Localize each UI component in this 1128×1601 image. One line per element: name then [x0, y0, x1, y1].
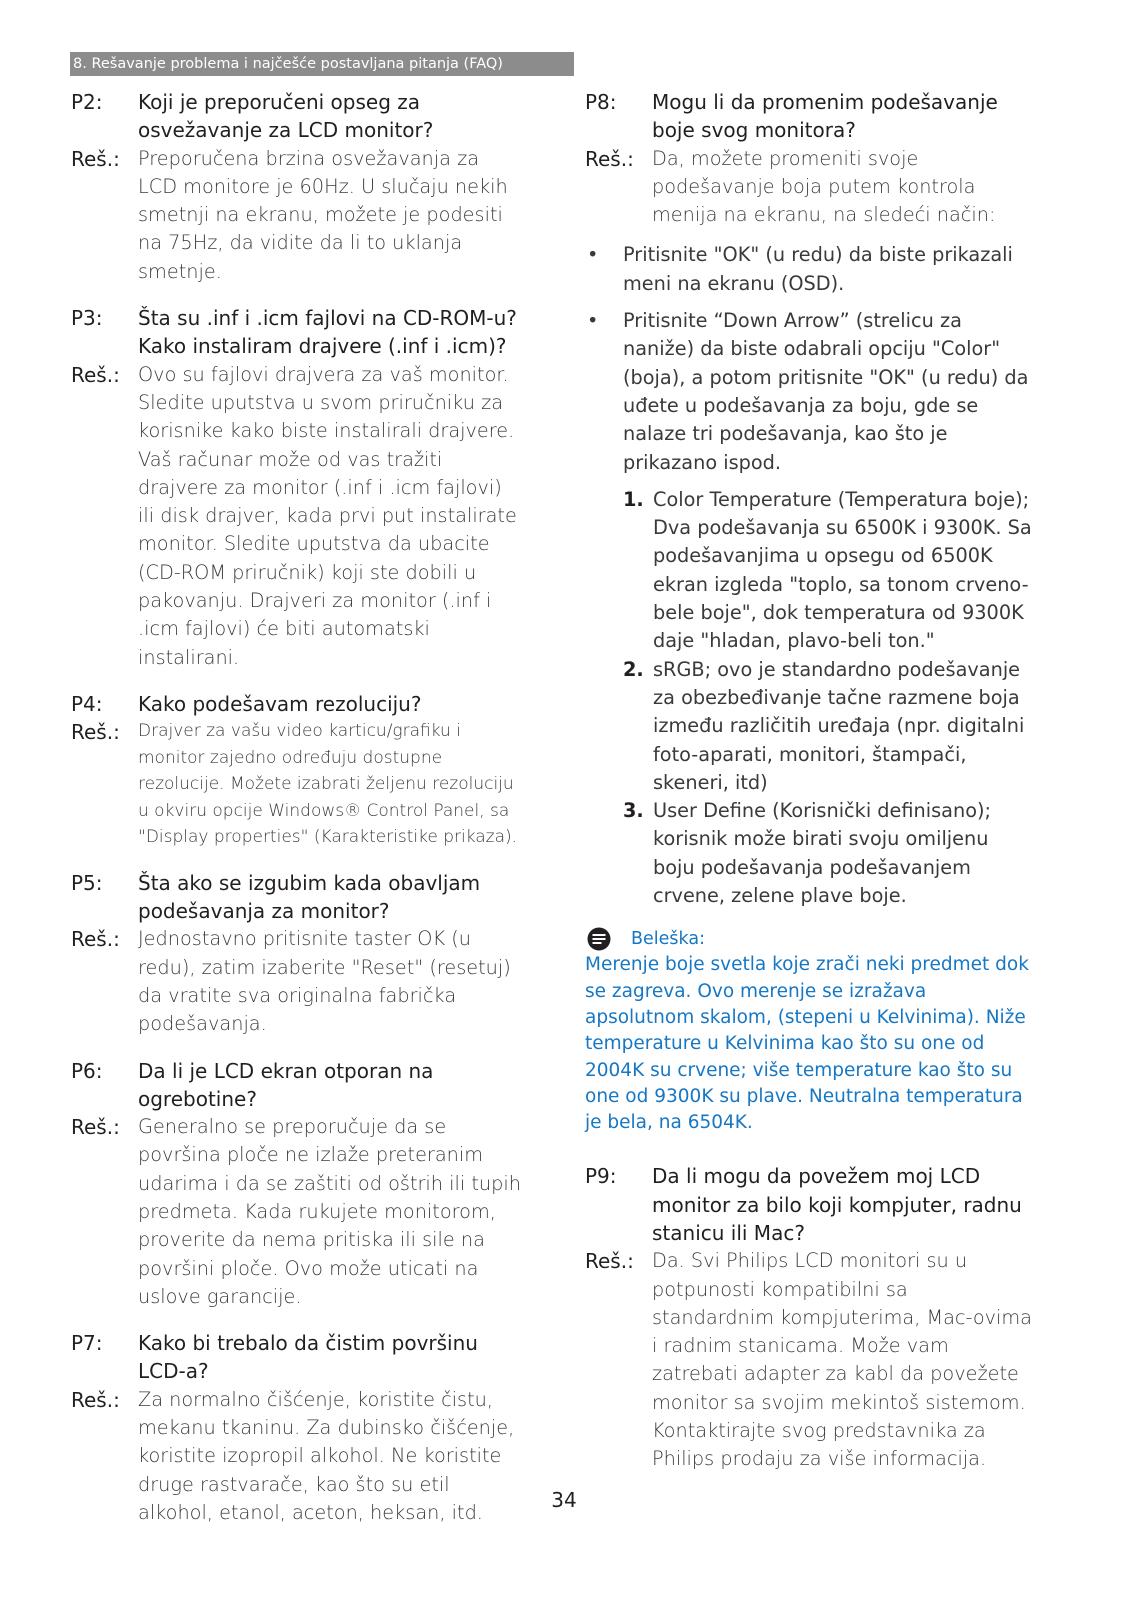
- question-label: P5:: [71, 870, 103, 895]
- question-label: P9:: [585, 1164, 617, 1189]
- item-number: 2.: [623, 657, 644, 681]
- answer-label: Reš.:: [71, 362, 120, 387]
- answer-text: Za normalno čišćenje, koristite čistu, mekanu tkaninu. Za dubinsko čišćenje, koristite izopropil alkohol. Ne koristite druge rastvarače, kao što su etil alkohol, etanol, aceton, heksan, itd.: [138, 1387, 515, 1524]
- answer-label: Reš.:: [585, 146, 634, 171]
- list-item: [623, 656, 1035, 797]
- faq-p9: [585, 1162, 1035, 1473]
- question-label: P2:: [71, 90, 103, 114]
- answer-label: Reš.:: [585, 1249, 634, 1274]
- question-text: Šta su .inf i .icm fajlovi na CD-ROM-u? Kako instaliram drajvere (.inf i .icm)?: [138, 306, 517, 359]
- note-icon: [587, 927, 611, 951]
- answer-text: Jednostavno pritisnite taster OK (u redu), zatim izaberite "Reset" (resetuj) da vratite sva originalna fabrička podešavanja.: [138, 927, 511, 1036]
- list-item: [585, 307, 1035, 477]
- faq-p4: [71, 690, 523, 851]
- item-number: 1.: [623, 487, 644, 511]
- question-text: Kako bi trebalo da čistim površinu LCD-a?: [138, 1331, 478, 1384]
- question-text: Da li mogu da povežem moj LCD monitor za bilo koji kompjuter, radnu stanicu ili Mac?: [652, 1164, 1022, 1245]
- right-column: [585, 88, 1035, 1474]
- question-label: P4:: [71, 691, 103, 716]
- answer-text: Generalno se preporučuje da se površina ploče ne izlaže preteranim udarima i da se zaštiti od oštrih ili tupih predmeta. Kada rukujete monitorom, proverite da nema pritiska ili sile na površini ploče. Ovo može uticati na uslove garancije.: [138, 1115, 521, 1308]
- numbered-list: [623, 486, 1035, 910]
- answer-label: Reš.:: [71, 1387, 120, 1412]
- question-text: Mogu li da promenim podešavanje boje svog monitora?: [652, 90, 998, 143]
- question-label: P7:: [71, 1331, 103, 1356]
- bullet-text: Pritisnite “Down Arrow” (strelicu za naniže) da biste odabrali opciju "Color" (boja), a potom pritisnite "OK" (u redu) da uđete u podešavanja za boju, gde se nalaze tri podešavanja, kao što je prikazano ispod.: [623, 309, 1029, 474]
- question-label: P6:: [71, 1058, 103, 1083]
- answer-label: Reš.:: [71, 720, 120, 745]
- item-text: Color Temperature (Temperatura boje); Dva podešavanja su 6500K i 9300K. Sa podešavanjima u opsegu od 6500K ekran izgleda "toplo, sa tonom crveno-bele boje", dok temperatura od 9300K daje "hladan, plavo-beli ton.": [653, 487, 1032, 653]
- left-column: [71, 88, 523, 1527]
- faq-p6: [71, 1057, 523, 1312]
- note-title: Beleška:: [631, 929, 705, 950]
- item-text: User Define (Korisnički definisano); korisnik može birati svoju omiljenu boju podešavanja podešavanjem crvene, zelene plave boje.: [653, 799, 992, 908]
- question-text: Šta ako se izgubim kada obavljam podešavanja za monitor?: [138, 870, 481, 924]
- answer-label: Reš.:: [71, 1115, 120, 1140]
- item-text: sRGB; ovo je standardno podešavanje za obezbeđivanje tačne razmene boja između različitih uređaja (npr. digitalni foto-aparati, monitori, štampači, skeneri, itd): [653, 657, 1025, 794]
- list-item: [623, 797, 1035, 910]
- bullet-text: Pritisnite "OK" (u redu) da biste prikazali meni na ekranu (OSD).: [623, 243, 1013, 295]
- faq-p3: [71, 304, 523, 672]
- question-label: P8:: [585, 90, 617, 114]
- bullet-icon: •: [587, 309, 599, 333]
- list-item: [623, 486, 1035, 656]
- list-item: [585, 241, 1035, 298]
- faq-p2: [71, 88, 523, 286]
- faq-p8: [585, 88, 1035, 910]
- answer-label: Reš.:: [71, 927, 120, 952]
- note-box: [585, 926, 1035, 1136]
- question-label: P3:: [71, 306, 103, 331]
- bullet-icon: •: [587, 243, 599, 267]
- answer-text: Drajver za vašu video karticu/grafiku i monitor zajedno određuju dostupne rezolucije. Možete izabrati željenu rezoluciju u okviru opcije Windows® Control Panel, sa "Display properties" (Karakteristike prikaza).: [138, 721, 518, 848]
- answer-label: Reš.:: [71, 146, 120, 171]
- page-number: 34: [551, 1488, 577, 1512]
- answer-text: Da, možete promeniti svoje podešavanje boja putem kontrola menija na ekranu, na sledeći način:: [652, 146, 996, 227]
- bullet-list: [585, 241, 1035, 476]
- item-number: 3.: [623, 799, 644, 823]
- faq-p5: [71, 869, 523, 1039]
- question-text: Kako podešavam rezoluciju?: [138, 691, 422, 716]
- question-text: Da li je LCD ekran otporan na ogrebotine?: [138, 1058, 434, 1111]
- note-text: Merenje boje svetla koje zrači neki predmet dok se zagreva. Ovo merenje se izražava apsolutnom skalom, (stepeni u Kelvinima). Niže temperature u Kelvinima kao što su one od 2004K su crvene; više temperature kao što su one od 9300K su plave. Neutralna temperatura je bela, na 6504K.: [585, 954, 1029, 1134]
- question-text: Koji je preporučeni opseg za osvežavanje za LCD monitor?: [138, 90, 434, 143]
- answer-text: Ovo su fajlovi drajvera za vaš monitor. Sledite uputstva u svom priručniku za korisnike kako biste instalirali drajvere. Vaš računar može od vas tražiti drajvere za monitor (.inf i .icm fajlovi) ili disk drajver, kada prvi put instalirate monitor. Sledite uputstva da ubacite (CD-ROM priručnik) koji ste dobili u pakovanju. Drajveri za monitor (.inf i .icm fajlovi) će biti automatski instalirani.: [138, 362, 517, 669]
- answer-text: Preporučena brzina osvežavanja za LCD monitore je 60Hz. U slučaju nekih smetnji na ekranu, možete je podesiti na 75Hz, da vidite da li to uklanja smetnje.: [138, 146, 508, 283]
- answer-text: Da. Svi Philips LCD monitori su u potpunosti kompatibilni sa standardnim kompjuterima, Mac-ovima i radnim stanicama. Može vam zatrebati adapter za kabl da povežete monitor sa svojim mekintoš sistemom. Kontaktirajte svog predstavnika za Philips prodaju za više informacija.: [652, 1249, 1032, 1471]
- section-header: 8. Rešavanje problema i najčešće postavljana pitanja (FAQ): [70, 52, 574, 76]
